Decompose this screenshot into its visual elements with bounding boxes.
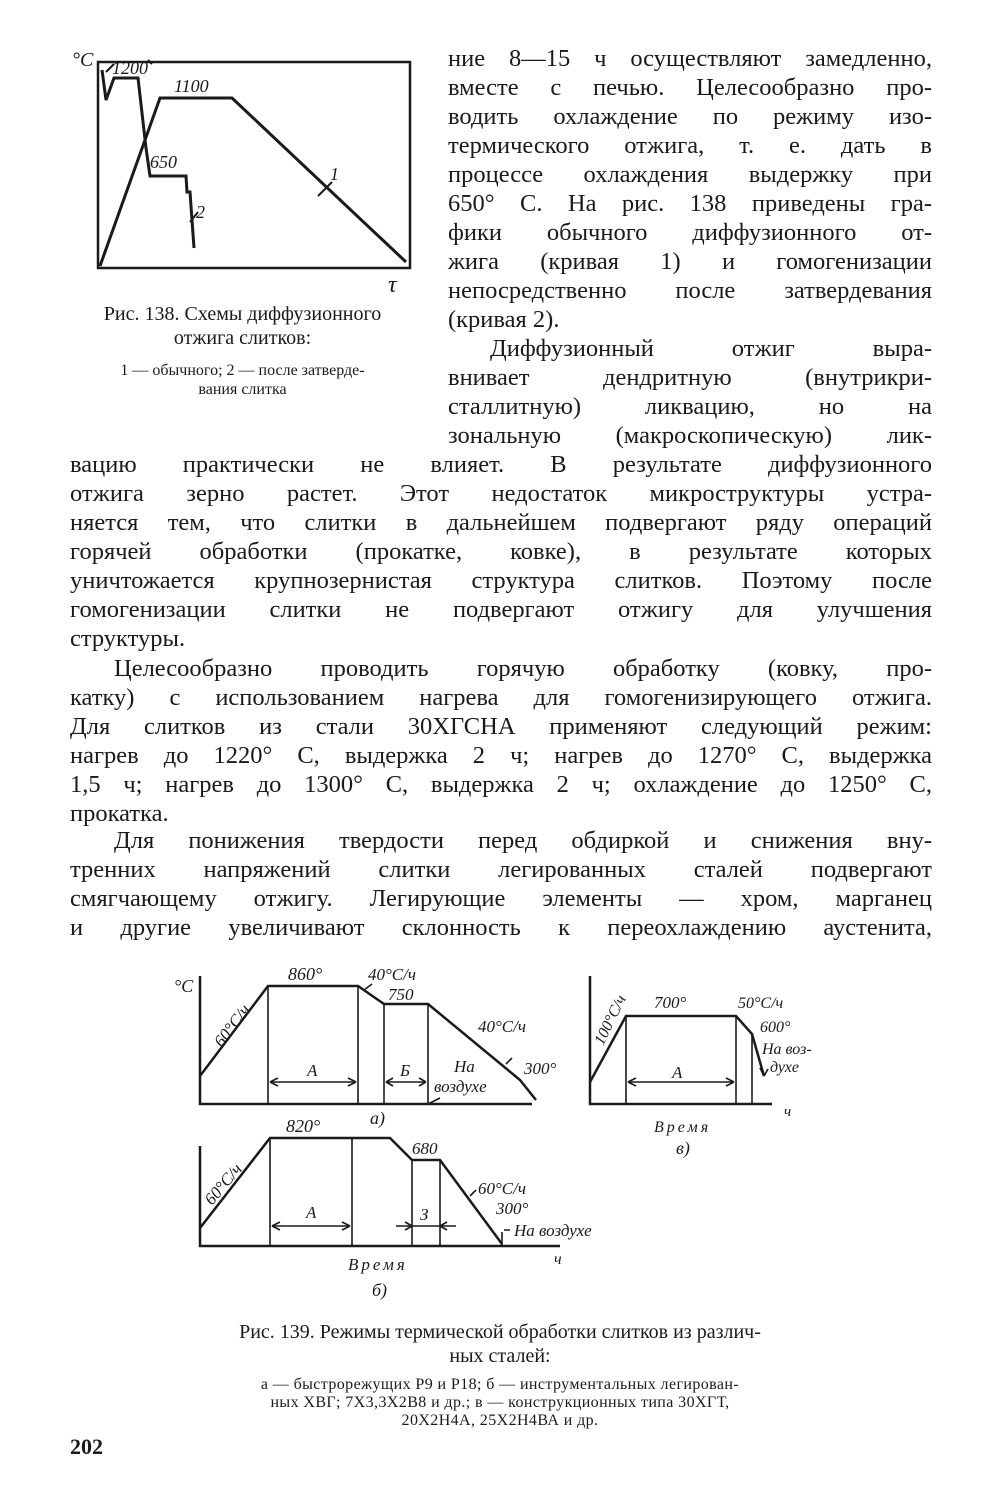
fig139c-label: в): [676, 1138, 690, 1158]
fig139c-x-label: Время: [654, 1119, 712, 1136]
text-right-line-3: водить охлаждение по режиму изо-: [448, 103, 932, 130]
figure-138: [60, 40, 430, 300]
fig139c-rate-cool: 50°C/ч: [738, 995, 784, 1012]
fig139b-curve: [200, 1138, 502, 1244]
fig138-x-unit: τ: [388, 272, 397, 298]
text-line-5: уничтожается крупнозернистая структура слитков. Поэтому после: [70, 567, 932, 594]
fig139a-air-l2: воздухе: [434, 1077, 487, 1096]
fig138-curve-label-2: 2: [196, 202, 205, 222]
text-right-line-12: внивает дендритную (внутрикри-: [448, 364, 932, 391]
text-right-line-13: сталлитную) ликвацию, но на: [448, 393, 932, 420]
text-line-1: вацию практически не влияет. В результате диффузионного: [70, 451, 932, 478]
fig139b-rate-cool: 60°C/ч: [478, 1179, 526, 1198]
fig139a-label: а): [370, 1108, 385, 1128]
text-right-line-1: ние 8—15 ч осуществляют замедленно,: [448, 45, 932, 72]
fig139a-rate-cool1: 40°C/ч: [368, 965, 416, 984]
fig139-caption-note-line: а — быстрорежущих Р9 и Р18; б — инструментальных легирован-: [260, 1376, 740, 1393]
fig139a-hold-b: Б: [400, 1061, 411, 1080]
fig139b-x-label: Время: [348, 1255, 408, 1274]
fig139b-temp1: 820°: [286, 1116, 321, 1136]
fig139c-hold-a: А: [672, 1063, 683, 1082]
fig139-caption-title-line: ных сталей:: [449, 1345, 551, 1367]
text-line-11: нагрев до 1220° С, выдержка 2 ч; нагрев до 1270° С, выдержка: [70, 742, 932, 769]
fig138-curve-label-1: 1: [330, 164, 339, 184]
fig139c-x-unit: ч: [784, 1104, 792, 1120]
fig138-caption-note-line: 1 — обычного; 2 — после затверде-: [120, 362, 365, 379]
text-line-15: тренних напряжений слитки легированных сталей подвергают: [70, 856, 932, 883]
fig139a-air-l1: На: [454, 1057, 475, 1076]
figure-139: [160, 958, 820, 1312]
text-right-line-6: 650° С. На рис. 138 приведены гра-: [448, 190, 932, 217]
fig139c-arrowheads: [628, 1068, 768, 1086]
fig138-caption-title: [70, 302, 415, 350]
text-line-7: структуры.: [70, 625, 186, 652]
text-line-14: Для понижения твердости перед обдиркой и снижения вну-: [114, 827, 932, 854]
fig138-caption-title-line: Рис. 138. Схемы диффузионного: [103, 303, 382, 325]
fig139-caption-note: [150, 1376, 850, 1430]
text-line-17: и другие увеличивают склонность к переохлаждению аустенита,: [70, 914, 932, 941]
fig139-caption-title-line: Рис. 139. Режимы термической обработки слитков из различ-: [239, 1321, 761, 1343]
fig139b-x-unit: ч: [554, 1251, 562, 1268]
text-line-8: Целесообразно проводить горячую обработку (ковку, про-: [114, 655, 932, 682]
fig139b-hold-b: З: [420, 1205, 429, 1224]
fig139a-rate-heat: 60°C/ч: [210, 1000, 255, 1051]
text-line-13: прокатка.: [70, 800, 169, 827]
text-line-2: отжига зерно растет. Этот недостаток микроструктуры устра-: [70, 480, 932, 507]
fig138-frame: [98, 62, 410, 268]
fig139b-label: б): [372, 1280, 388, 1300]
fig138-caption-note-line: вания слитка: [198, 381, 287, 398]
text-right-line-10: (кривая 2).: [448, 306, 560, 333]
fig139c-rate-heat: 100°C/ч: [591, 992, 630, 1048]
text-line-10: Для слитков из стали 30ХГСНА применяют следующий режим:: [70, 713, 932, 740]
page-number: 202: [70, 1434, 103, 1459]
fig138-label-650: 650: [150, 152, 177, 172]
fig139b-air: На воздухе: [514, 1221, 592, 1240]
fig138-label-1100: 1100: [174, 76, 209, 96]
fig139-caption-note-line: ных ХВГ; 7Х3,3Х2В8 и др.; в — конструкционных типа 30ХГТ,: [270, 1394, 730, 1411]
fig138-y-unit: °C: [72, 49, 94, 71]
text-right-line-5: процессе охлаждения выдержку при: [448, 161, 932, 188]
fig139a-temp2: 750: [388, 985, 414, 1004]
fig139-caption-title: [150, 1320, 850, 1368]
fig139c-air-l2: духе: [770, 1059, 799, 1076]
text-right-line-8: жига (кривая 1) и гомогенизации: [448, 248, 932, 275]
fig138-curve-1: [100, 98, 406, 266]
fig138-caption-note: [70, 361, 415, 399]
text-right-line-2: вместе с печью. Целесообразно про-: [448, 74, 932, 101]
fig138-label-1200: 1200: [112, 58, 148, 78]
fig139a-rate-cool2: 40°C/ч: [478, 1017, 526, 1036]
fig139a-y-unit: °C: [174, 976, 194, 996]
text-line-16: смягчающему отжигу. Легирующие элементы — хром, марганец: [70, 885, 932, 912]
text-right-line-4: термического отжига, т. е. дать в: [448, 132, 932, 159]
text-right-line-14: зональную (макроскопическую) лик-: [448, 422, 932, 449]
text-right-line-9: непосредственно после затвердевания: [448, 277, 932, 304]
fig139c-air-l1: На воз-: [762, 1041, 812, 1058]
fig139b-hold-a: А: [306, 1203, 317, 1222]
fig139c-temp2: 600°: [760, 1019, 791, 1036]
text-right-line-11: Диффузионный отжиг выра-: [490, 335, 932, 362]
fig139b-temp2: 680: [412, 1139, 438, 1158]
text-right-line-7: фики обычного диффузионного от-: [448, 219, 932, 246]
fig138-caption-title-line: отжига слитков:: [173, 327, 312, 349]
fig139c-temp1: 700°: [654, 993, 687, 1012]
fig139a-hold-a: А: [307, 1061, 318, 1080]
text-line-12: 1,5 ч; нагрев до 1300° С, выдержка 2 ч; охлаждение до 1250° С,: [70, 771, 932, 798]
text-line-9: катку) с использованием нагрева для гомогенизирующего отжига.: [70, 684, 932, 711]
fig139b-rate-heat: 60°C/ч: [200, 1159, 246, 1209]
text-line-4: горячей обработки (прокатке, ковке), в результате которых: [70, 538, 932, 565]
fig139a-temp3: 300°: [524, 1059, 557, 1078]
text-line-6: гомогенизации слитки не подвергают отжигу для улучшения: [70, 596, 932, 623]
fig139b-temp3: 300°: [496, 1199, 529, 1218]
text-line-3: няется тем, что слитки в дальнейшем подвергают ряду операций: [70, 509, 932, 536]
fig139-caption-note-line: 20Х2Н4А, 25Х2Н4ВА и др.: [401, 1412, 599, 1429]
fig139a-temp1: 860°: [288, 964, 323, 984]
